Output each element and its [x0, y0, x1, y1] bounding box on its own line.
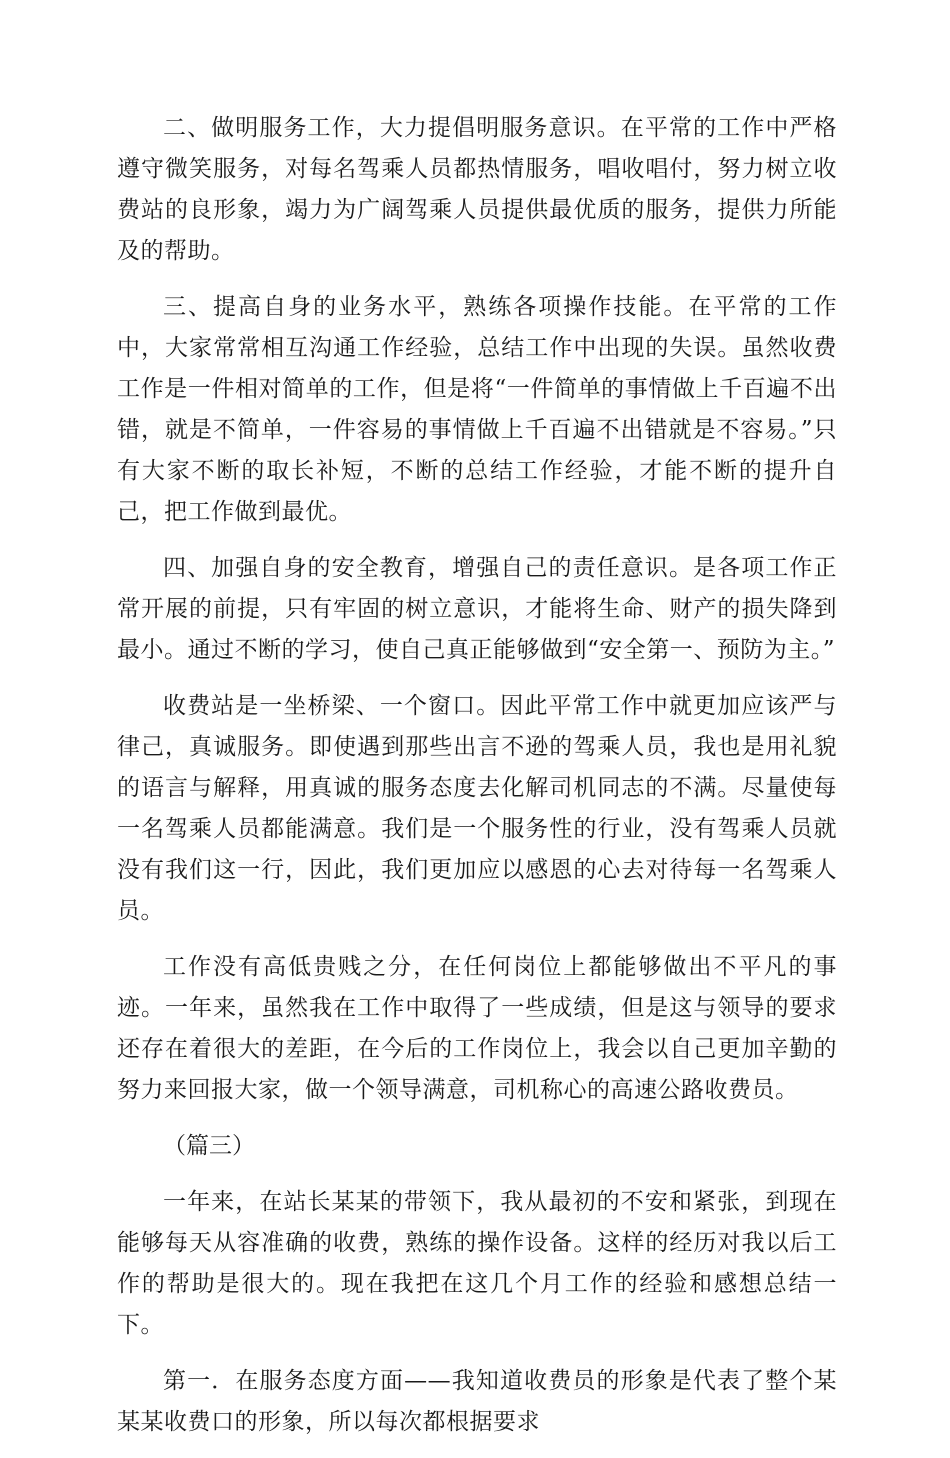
paragraph-service-awareness: 二、做明服务工作，大力提倡明服务意识。在平常的工作中严格遵守微笑服务，对每名驾乘人员都热情服务，唱收唱付，努力树立收费站的良形象，竭力为广阔驾乘人员提供最优质的服务，提供力所能及的帮助。 [117, 115, 837, 264]
paragraph-safety-education: 四、加强自身的安全教育，增强自己的责任意识。是各项工作正常开展的前提，只有牢固的树立意识，才能将生命、财产的损失降到最小。通过不断的学习，使自己真正能够做到“安全第一、预防为主。” [117, 555, 837, 663]
document-body [117, 108, 837, 1458]
paragraph-year-summary: 一年来，在站长某某的带领下，我从最初的不安和紧张，到现在能够每天从容准确的收费，熟练的操作设备。这样的经历对我以后工作的帮助是很大的。现在我把在这几个月工作的经验和感想总结一下。 [117, 1189, 837, 1338]
section-heading: （篇三） [163, 1133, 255, 1159]
paragraph-business-skills: 三、提高自身的业务水平，熟练各项操作技能。在平常的工作中，大家常常相互沟通工作经验，总结工作中出现的失误。虽然收费工作是一件相对简单的工作，但是将“一件简单的事情做上千百遍不出错，就是不简单，一件容易的事情做上千百遍不出错就是不容易。”只有大家不断的取长补短，不断的总结工作经验，才能不断的提升自己，把工作做到最优。 [117, 294, 837, 525]
paragraph-toll-station-window: 收费站是一坐桥梁、一个窗口。因此平常工作中就更加应该严与律己，真诚服务。即使遇到那些出言不逊的驾乘人员，我也是用礼貌的语言与解释，用真诚的服务态度去化解司机同志的不满。尽量使每一名驾乘人员都能满意。我们是一个服务性的行业，没有驾乘人员就没有我们这一行，因此，我们更加应以感恩的心去对待每一名驾乘人员。 [117, 693, 837, 924]
paragraph-service-attitude: 第一．在服务态度方面——我知道收费员的形象是代表了整个某某某收费口的形象，所以每次都根据要求 [117, 1368, 837, 1435]
paragraph-work-reflection: 工作没有高低贵贱之分，在任何岗位上都能够做出不平凡的事迹。一年来，虽然我在工作中取得了一些成绩，但是这与领导的要求还存在着很大的差距，在今后的工作岗位上，我会以自己更加辛勤的努力来回报大家，做一个领导满意，司机称心的高速公路收费员。 [117, 954, 837, 1103]
